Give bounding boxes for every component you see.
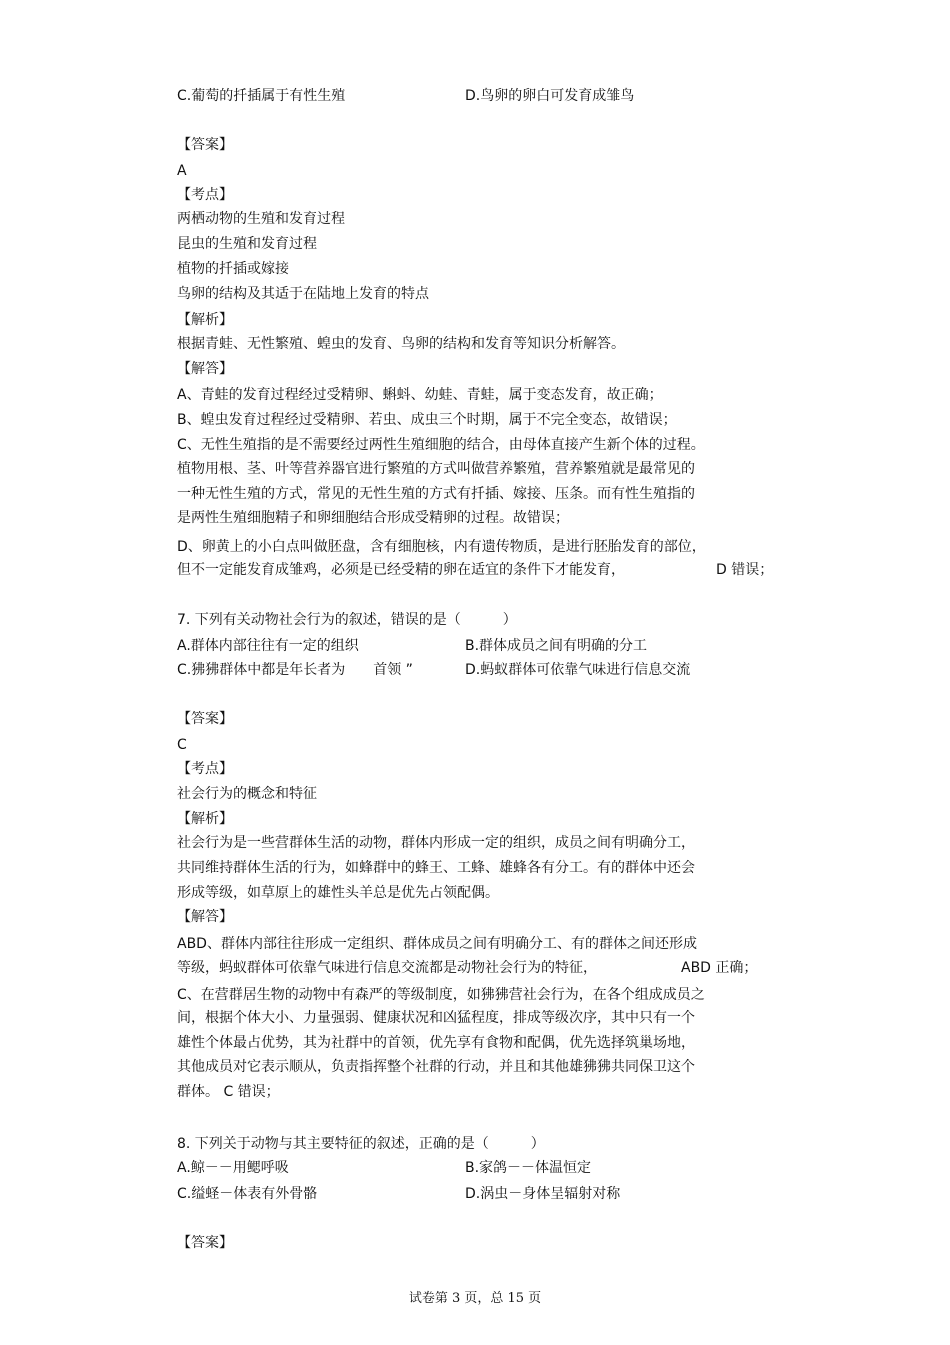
q8-option-b: B.家鸽－－体温恒定 bbox=[465, 1160, 592, 1176]
q7-jieda-line: 群体。 C 错误； bbox=[177, 1084, 280, 1100]
q6-jieda-tail: D 错误； bbox=[716, 562, 774, 578]
q6-jieda-line: 是两性生殖细胞精子和卵细胞结合形成受精卵的过程。故错误； bbox=[177, 510, 569, 526]
q7-jieda-line: 其他成员对它表示顺从，负责指挥整个社群的行动，并且和其他雄狒狒共同保卫这个 bbox=[177, 1059, 695, 1075]
q8-question: 8. 下列关于动物与其主要特征的叙述，正确的是（ ） bbox=[177, 1136, 545, 1152]
q7-jieda-line: ABD、群体内部往往形成一定组织、群体成员之间有明确分工、有的群体之间还形成 bbox=[177, 936, 697, 952]
q8-option-a: A.鲸－－用鳃呼吸 bbox=[177, 1160, 289, 1176]
q6-kaodian-line: 昆虫的生殖和发育过程 bbox=[177, 236, 317, 252]
q6-kaodian-heading: 【考点】 bbox=[177, 187, 233, 203]
q6-jieda-line: B、蝗虫发育过程经过受精卵、若虫、成虫三个时期，属于不完全变态，故错误； bbox=[177, 412, 677, 428]
q7-kaodian-heading: 【考点】 bbox=[177, 761, 233, 777]
q6-jieda-line: A、青蛙的发育过程经过受精卵、蝌蚪、幼蛙、青蛙，属于变态发育，故正确； bbox=[177, 387, 663, 403]
q7-jieda-line: C、在营群居生物的动物中有森严的等级制度，如狒狒营社会行为，在各个组成成员之 bbox=[177, 987, 705, 1003]
q6-jieda-line: 植物用根、茎、叶等营养器官进行繁殖的方式叫做营养繁殖，营养繁殖就是最常见的 bbox=[177, 461, 695, 477]
q7-answer: C bbox=[177, 737, 187, 753]
q7-option-a: A.群体内部往往有一定的组织 bbox=[177, 638, 359, 654]
q7-jieda-heading: 【解答】 bbox=[177, 909, 233, 925]
q7-jiexi-line: 共同维持群体生活的行为，如蜂群中的蜂王、工蜂、雄蜂各有分工。有的群体中还会 bbox=[177, 860, 695, 876]
q7-kaodian-line: 社会行为的概念和特征 bbox=[177, 786, 317, 802]
q6-jieda-heading: 【解答】 bbox=[177, 361, 233, 377]
q6-jieda-line: 一种无性生殖的方式，常见的无性生殖的方式有扦插、嫁接、压条。而有性生殖指的 bbox=[177, 486, 695, 502]
q7-option-b: B.群体成员之间有明确的分工 bbox=[465, 638, 648, 654]
q6-kaodian-line: 植物的扦插或嫁接 bbox=[177, 261, 289, 277]
q6-jiexi-line: 根据青蛙、无性繁殖、蝗虫的发育、鸟卵的结构和发育等知识分析解答。 bbox=[177, 336, 625, 352]
q7-jiexi-line: 形成等级，如草原上的雄性头羊总是优先占领配偶。 bbox=[177, 885, 499, 901]
q7-jieda-line: 雄性个体最占优势，其为社群中的首领，优先享有食物和配偶，优先选择筑巢场地， bbox=[177, 1035, 695, 1051]
q6-kaodian-line: 鸟卵的结构及其适于在陆地上发育的特点 bbox=[177, 286, 429, 302]
q7-option-c: C.狒狒群体中都是年长者为 首领 ” bbox=[177, 662, 413, 678]
q7-jieda-tail: ABD 正确； bbox=[681, 960, 758, 976]
q7-jieda-line: 等级，蚂蚁群体可依靠气味进行信息交流都是动物社会行为的特征， bbox=[177, 960, 597, 976]
q7-jieda-line: 间，根据个体大小、力量强弱、健康状况和凶猛程度，排成等级次序，其中只有一个 bbox=[177, 1010, 695, 1026]
q8-answer-heading: 【答案】 bbox=[177, 1235, 233, 1251]
q7-jiexi-line: 社会行为是一些营群体生活的动物，群体内形成一定的组织，成员之间有明确分工， bbox=[177, 835, 695, 851]
q6-answer: A bbox=[177, 163, 187, 179]
q6-option-d: D.鸟卵的卵白可发育成雏鸟 bbox=[465, 88, 635, 104]
q8-option-c: C.缢蛏－体表有外骨骼 bbox=[177, 1186, 318, 1202]
page-footer: 试卷第 3 页，总 15 页 bbox=[408, 1291, 542, 1306]
q7-answer-heading: 【答案】 bbox=[177, 711, 233, 727]
q6-answer-heading: 【答案】 bbox=[177, 137, 233, 153]
q8-option-d: D.涡虫－身体呈辐射对称 bbox=[465, 1186, 621, 1202]
q6-jieda-line: D、卵黄上的小白点叫做胚盘，含有细胞核，内有遗传物质，是进行胚胎发育的部位， bbox=[177, 539, 706, 555]
q6-kaodian-line: 两栖动物的生殖和发育过程 bbox=[177, 211, 345, 227]
q7-question: 7. 下列有关动物社会行为的叙述，错误的是（ ） bbox=[177, 612, 517, 628]
q6-option-c: C.葡萄的扦插属于有性生殖 bbox=[177, 88, 346, 104]
q6-jieda-line: 但不一定能发育成雏鸡，必须是已经受精的卵在适宜的条件下才能发育， bbox=[177, 562, 625, 578]
q6-jiexi-heading: 【解析】 bbox=[177, 312, 233, 328]
q7-option-d: D.蚂蚁群体可依靠气味进行信息交流 bbox=[465, 662, 691, 678]
q7-jiexi-heading: 【解析】 bbox=[177, 811, 233, 827]
q6-jieda-line: C、无性生殖指的是不需要经过两性生殖细胞的结合，由母体直接产生新个体的过程。 bbox=[177, 437, 705, 453]
